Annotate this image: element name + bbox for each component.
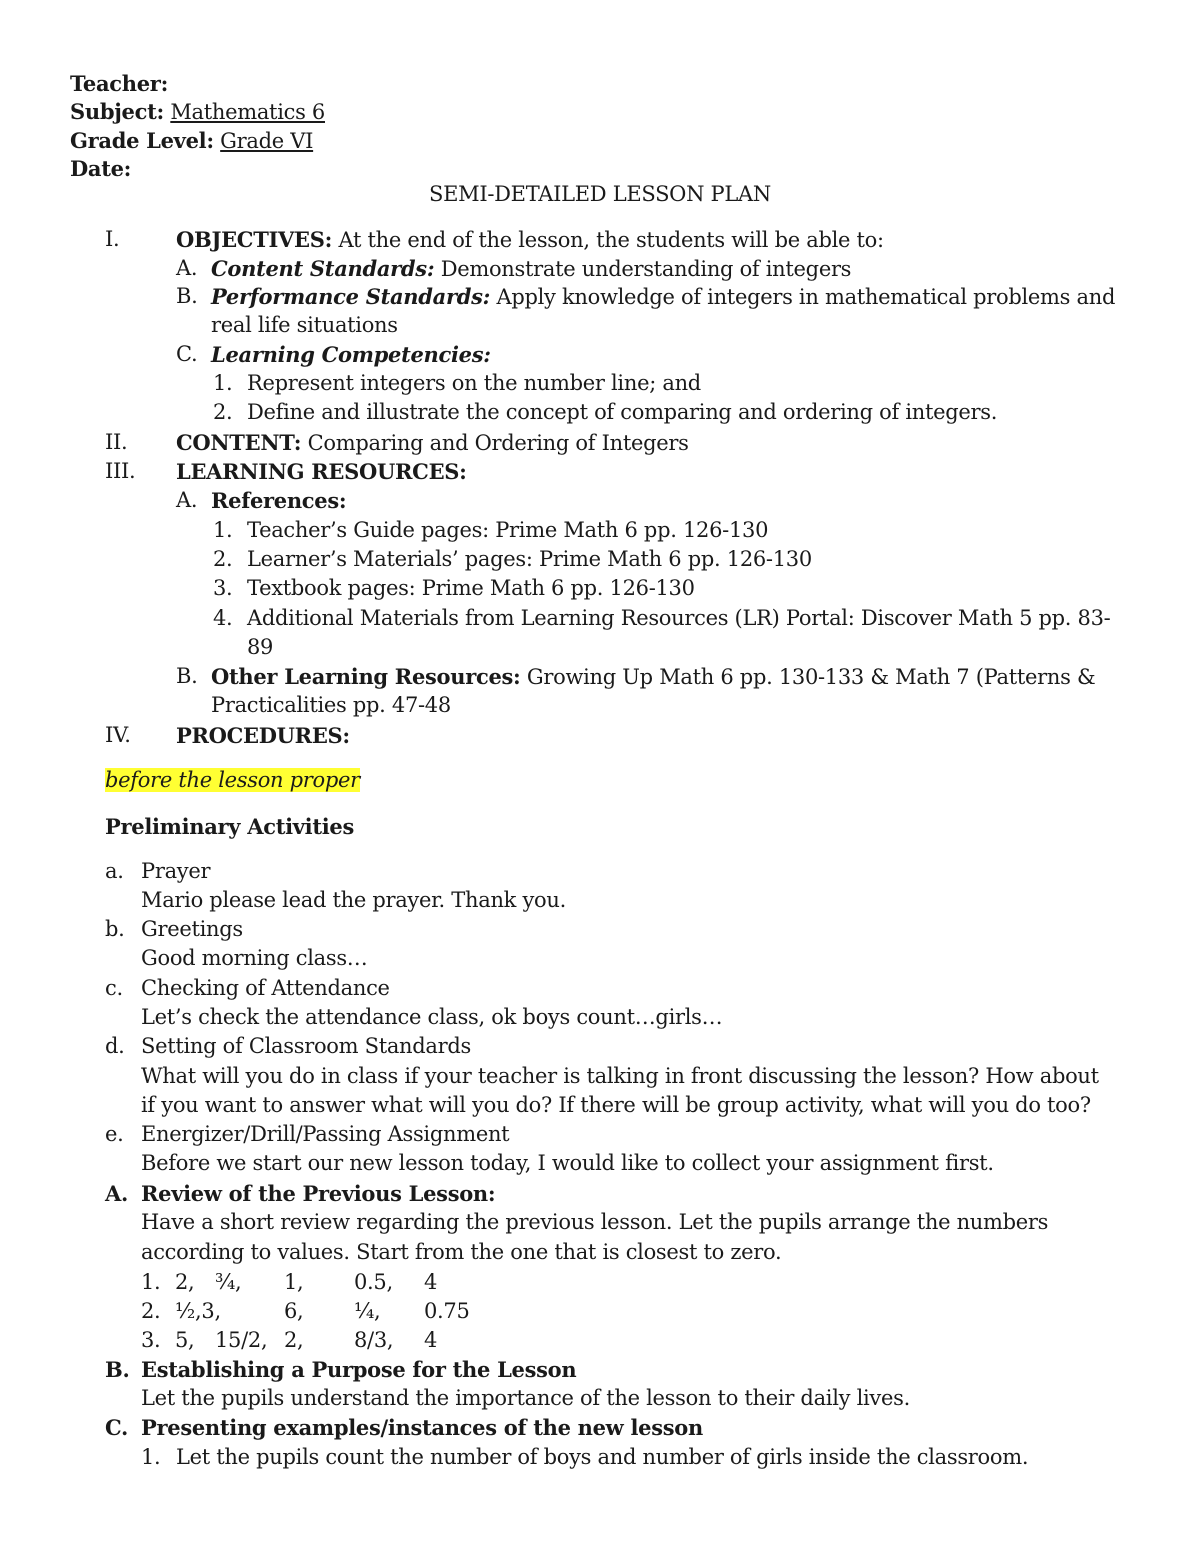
objective-a-letter: A. bbox=[176, 256, 198, 280]
prelim-standards-text-cont: if you want to answer what will you do? If there will be group activity, what will you do too? bbox=[141, 1093, 1091, 1117]
section-numeral-iii: III. bbox=[105, 459, 136, 483]
references-heading: References: bbox=[211, 488, 347, 513]
review-row-3-cell: 2, bbox=[284, 1328, 304, 1352]
review-heading: Review of the Previous Lesson: bbox=[141, 1181, 496, 1206]
competency-1: Represent integers on the number line; and bbox=[247, 371, 701, 395]
subject-line: Subject: Mathematics 6 bbox=[70, 99, 325, 124]
prelim-prayer-text: Mario please lead the prayer. Thank you. bbox=[141, 888, 566, 912]
performance-standards: Performance Standards: Apply knowledge of integers in mathematical problems and bbox=[211, 284, 1116, 309]
reference-1-num: 1. bbox=[213, 518, 233, 542]
review-row-2-cell: 6, bbox=[284, 1299, 304, 1323]
reference-3: Textbook pages: Prime Math 6 pp. 126-130 bbox=[247, 576, 695, 600]
section-numeral-i: I. bbox=[105, 227, 120, 251]
review-row-3-cell: 5, bbox=[175, 1328, 195, 1352]
prelim-attendance-text: Let’s check the attendance class, ok boys count…girls… bbox=[141, 1005, 723, 1029]
presenting-item-1-num: 1. bbox=[141, 1445, 161, 1469]
reference-4-num: 4. bbox=[213, 606, 233, 630]
subject-value: Mathematics 6 bbox=[170, 100, 325, 124]
prelim-greetings-title: Greetings bbox=[141, 917, 243, 941]
objective-c-letter: C. bbox=[176, 342, 198, 366]
review-row-1-cell: 4 bbox=[424, 1270, 438, 1294]
grade-value: Grade VI bbox=[220, 129, 314, 153]
reference-2-num: 2. bbox=[213, 547, 233, 571]
review-text-cont: according to values. Start from the one that is closest to zero. bbox=[141, 1240, 782, 1264]
prelim-greetings-text: Good morning class… bbox=[141, 946, 368, 970]
learning-resources-heading: LEARNING RESOURCES: bbox=[176, 459, 467, 484]
prelim-energizer-title: Energizer/Drill/Passing Assignment bbox=[141, 1122, 510, 1146]
review-row-2-num: 2. bbox=[141, 1299, 161, 1323]
review-row-1-cell: 1, bbox=[284, 1270, 304, 1294]
grade-level-line: Grade Level: Grade VI bbox=[70, 128, 314, 153]
prelim-d-letter: d. bbox=[105, 1034, 125, 1058]
preliminary-activities-heading: Preliminary Activities bbox=[105, 814, 355, 839]
reference-2: Learner’s Materials’ pages: Prime Math 6 pp. 126-130 bbox=[247, 547, 812, 571]
review-row-1-cell: 2, bbox=[175, 1270, 195, 1294]
presenting-letter: C. bbox=[105, 1415, 129, 1440]
objective-b-letter: B. bbox=[176, 284, 198, 308]
presenting-heading: Presenting examples/instances of the new lesson bbox=[141, 1415, 703, 1440]
document-title: SEMI-DETAILED LESSON PLAN bbox=[429, 182, 771, 206]
review-row-2-cell: 0.75 bbox=[424, 1299, 470, 1323]
performance-standards-cont: real life situations bbox=[211, 313, 398, 337]
other-learning-resources-cont: Practicalities pp. 47-48 bbox=[211, 693, 451, 717]
date-line: Date: bbox=[70, 156, 132, 181]
review-row-3-cell: 15/2, bbox=[215, 1328, 268, 1352]
competency-1-num: 1. bbox=[213, 371, 233, 395]
content-heading: CONTENT: Comparing and Ordering of Integers bbox=[176, 430, 689, 455]
purpose-letter: B. bbox=[105, 1357, 130, 1382]
prelim-e-letter: e. bbox=[105, 1122, 124, 1146]
other-learning-resources: Other Learning Resources: Growing Up Math 6 pp. 130-133 & Math 7 (Patterns & bbox=[211, 664, 1096, 689]
prelim-standards-title: Setting of Classroom Standards bbox=[141, 1034, 472, 1058]
teacher-line: Teacher: bbox=[70, 71, 169, 96]
objectives-heading: OBJECTIVES: At the end of the lesson, the students will be able to: bbox=[176, 227, 884, 252]
review-row-3-cell: 8/3, bbox=[354, 1328, 394, 1352]
references-letter: A. bbox=[176, 488, 198, 512]
learning-competencies: Learning Competencies: bbox=[211, 342, 491, 367]
reference-4: Additional Materials from Learning Resources (LR) Portal: Discover Math 5 pp. 83- bbox=[247, 606, 1111, 630]
competency-2-num: 2. bbox=[213, 400, 233, 424]
prelim-standards-text: What will you do in class if your teacher is talking in front discussing the lesson? How about bbox=[141, 1064, 1099, 1088]
competency-2: Define and illustrate the concept of comparing and ordering of integers. bbox=[247, 400, 998, 424]
prelim-c-letter: c. bbox=[105, 976, 123, 1000]
purpose-text: Let the pupils understand the importance of the lesson to their daily lives. bbox=[141, 1386, 910, 1410]
purpose-heading: Establishing a Purpose for the Lesson bbox=[141, 1357, 577, 1382]
review-text: Have a short review regarding the previous lesson. Let the pupils arrange the numbers bbox=[141, 1210, 1049, 1234]
prelim-prayer-title: Prayer bbox=[141, 859, 211, 883]
review-row-2-cell: ½,3, bbox=[175, 1299, 221, 1323]
reference-1: Teacher’s Guide pages: Prime Math 6 pp. 126-130 bbox=[247, 518, 769, 542]
review-row-2-cell: ¼, bbox=[354, 1299, 381, 1323]
review-row-1-cell: ¾, bbox=[215, 1270, 242, 1294]
reference-3-num: 3. bbox=[213, 576, 233, 600]
reference-4-cont: 89 bbox=[247, 635, 274, 659]
review-row-3-cell: 4 bbox=[424, 1328, 438, 1352]
prelim-energizer-text: Before we start our new lesson today, I would like to collect your assignment first. bbox=[141, 1151, 994, 1175]
prelim-b-letter: b. bbox=[105, 917, 125, 941]
highlighted-note: before the lesson proper bbox=[105, 768, 360, 792]
presenting-item-1: Let the pupils count the number of boys and number of girls inside the classroom. bbox=[176, 1445, 1029, 1469]
review-row-3-num: 3. bbox=[141, 1328, 161, 1352]
content-standards: Content Standards: Demonstrate understanding of integers bbox=[211, 256, 852, 281]
section-numeral-iv: IV. bbox=[105, 723, 131, 747]
prelim-attendance-title: Checking of Attendance bbox=[141, 976, 390, 1000]
prelim-a-letter: a. bbox=[105, 859, 124, 883]
review-letter: A. bbox=[105, 1181, 129, 1206]
review-row-1-num: 1. bbox=[141, 1270, 161, 1294]
procedures-heading: PROCEDURES: bbox=[176, 723, 350, 748]
section-numeral-ii: II. bbox=[105, 430, 128, 454]
other-resources-letter: B. bbox=[176, 664, 198, 688]
review-row-1-cell: 0.5, bbox=[354, 1270, 393, 1294]
